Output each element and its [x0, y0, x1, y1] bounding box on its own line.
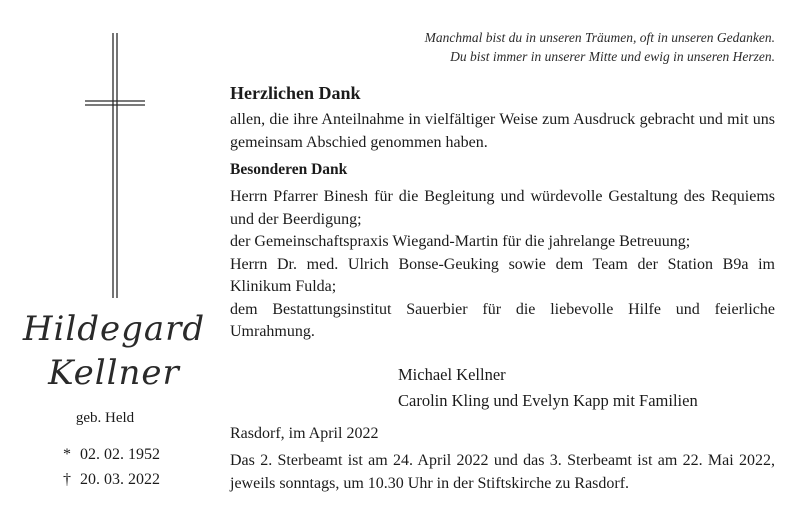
deceased-last-name: Kellner: [48, 353, 180, 393]
motto-line-2: Du bist immer in unserer Mitte und ewig in unseren Herzen.: [450, 49, 775, 64]
deceased-first-name: Hildegard: [22, 309, 206, 349]
place-date: Rasdorf, im April 2022: [230, 425, 379, 442]
thanks-panel: [230, 0, 775, 517]
list-item: Herrn Pfarrer Binesh für die Begleitung und würdevolle Gestaltung des Requiems und der Beerdigung;: [230, 188, 775, 228]
birth-date: 02. 02. 1952: [80, 446, 160, 463]
death-date: 20. 03. 2022: [80, 471, 160, 488]
special-thanks-list: [230, 186, 775, 344]
cross-icon: [85, 33, 145, 298]
motto-line-1: Manchmal bist du in unseren Träumen, oft in unseren Gedanken.: [424, 30, 775, 45]
deceased-panel: [0, 0, 218, 517]
list-item: Herrn Dr. med. Ulrich Bonse-Geuking sowie dem Team der Station B9a im Klinikum Fulda;: [230, 255, 775, 295]
special-thanks-heading: Besonderen Dank: [230, 161, 348, 178]
death-dagger-icon: †: [63, 471, 71, 488]
death-date-line: [58, 471, 160, 489]
birth-date-line: [58, 446, 160, 464]
maiden-name: geb. Held: [75, 410, 135, 426]
thanks-heading: Herzlichen Dank: [230, 83, 361, 103]
motto: [230, 28, 775, 66]
signers: [398, 362, 698, 414]
list-item: dem Bestattungsinstitut Sauerbier für die liebevolle Hilfe und feierliche Umrahmung.: [230, 300, 775, 340]
thanks-intro: allen, die ihre Anteilnahme in vielfältiger Weise zum Ausdruck gebracht und mit uns gemeinsam Abschied genommen haben.: [230, 111, 775, 151]
service-info: Das 2. Sterbeamt ist am 24. April 2022 und das 3. Sterbeamt ist am 22. Mai 2022, jeweils sonntags, um 10.30 Uhr in der Stiftskirche zu Rasdorf.: [230, 452, 775, 492]
signer-line-2: Carolin Kling und Evelyn Kapp mit Familien: [398, 391, 698, 410]
signer-line-1: Michael Kellner: [398, 365, 506, 384]
list-item: der Gemeinschaftspraxis Wiegand-Martin für die jahrelange Betreuung;: [230, 233, 691, 250]
birth-star-icon: *: [63, 446, 71, 463]
